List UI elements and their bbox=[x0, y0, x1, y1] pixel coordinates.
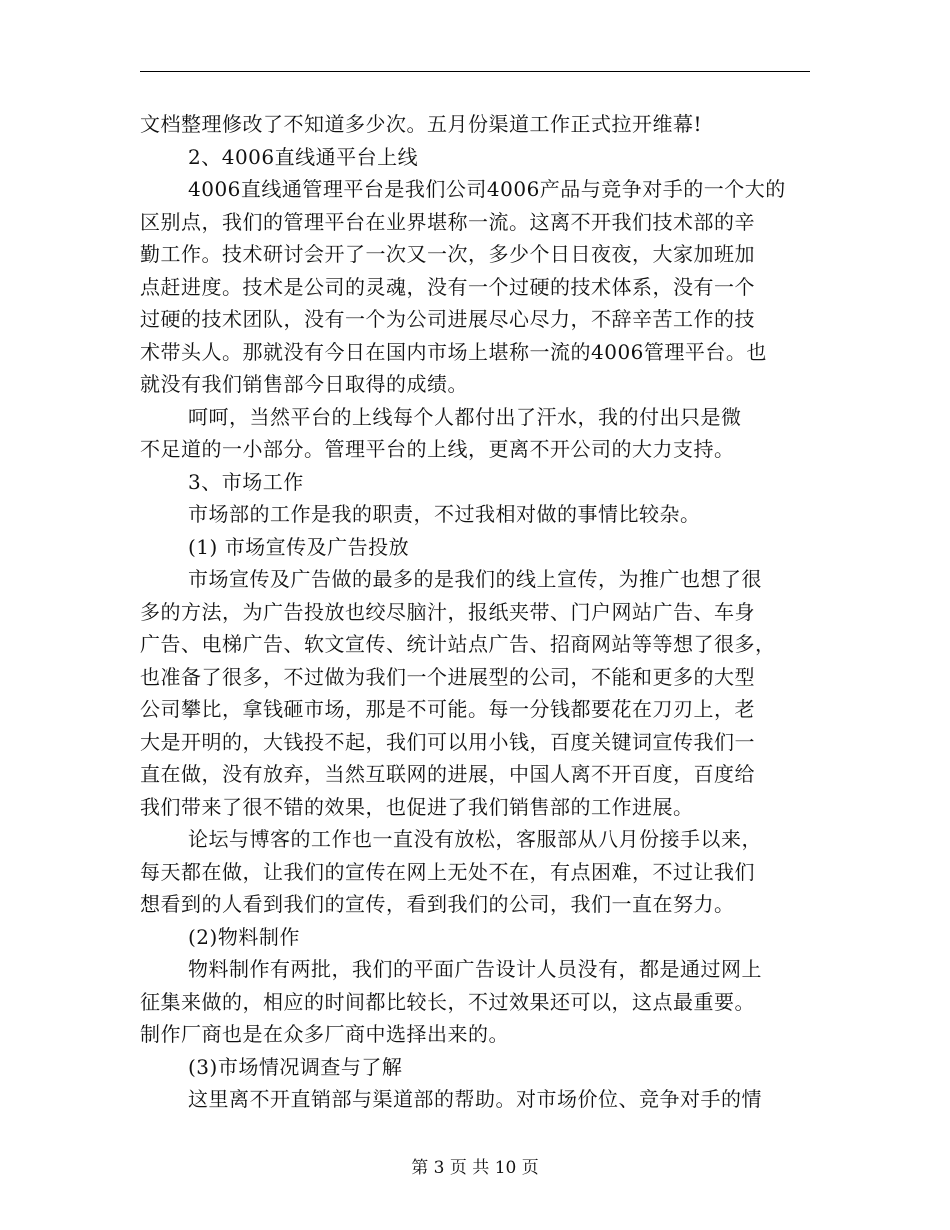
text-line: 点赶进度。技术是公司的灵魂，没有一个过硬的技术体系，没有一个 bbox=[140, 275, 755, 299]
text-line: 大是开明的，大钱投不起，我们可以用小钱，百度关键词宣传我们一 bbox=[140, 730, 755, 754]
text-line: 物料制作有两批，我们的平面广告设计人员没有，都是通过网上 bbox=[188, 957, 762, 981]
text-line: 呵呵，当然平台的上线每个人都付出了汗水，我的付出只是微 bbox=[188, 405, 742, 429]
text-line: 文档整理修改了不知道多少次。五月份渠道工作正式拉开维幕! bbox=[140, 112, 703, 136]
text-line: 就没有我们销售部今日取得的成绩。 bbox=[140, 372, 468, 396]
text-line: 市场部的工作是我的职责，不过我相对做的事情比较杂。 bbox=[188, 502, 701, 526]
text-line: 术带头人。那就没有今日在国内市场上堪称一流的4006管理平台。也 bbox=[140, 340, 767, 364]
text-line: 不足道的一小部分。管理平台的上线，更离不开公司的大力支持。 bbox=[140, 437, 735, 461]
subsection-heading: (2)物料制作 bbox=[188, 925, 300, 949]
subsection-heading: (3)市场情况调查与了解 bbox=[188, 1055, 403, 1079]
text-line: 我们带来了很不错的效果，也促进了我们销售部的工作进展。 bbox=[140, 795, 694, 819]
text-line: 这里离不开直销部与渠道部的帮助。对市场价位、竞争对手的情 bbox=[188, 1087, 762, 1111]
text-line: 每天都在做，让我们的宣传在网上无处不在，有点困难，不过让我们 bbox=[140, 860, 755, 884]
text-line: 过硬的技术团队，没有一个为公司进展尽心尽力，不辞辛苦工作的技 bbox=[140, 307, 755, 331]
text-line: 勤工作。技术研讨会开了一次又一次，多少个日日夜夜，大家加班加 bbox=[140, 242, 755, 266]
page-footer: 第 3 页 共 10 页 bbox=[411, 1158, 539, 1178]
text-line: 征集来做的，相应的时间都比较长，不过效果还可以，这点最重要。 bbox=[140, 990, 755, 1014]
text-line: 市场宣传及广告做的最多的是我们的线上宣传，为推广也想了很 bbox=[188, 567, 762, 591]
text-line: 直在做，没有放弃，当然互联网的进展，中国人离不开百度，百度给 bbox=[140, 762, 755, 786]
section-heading: 2、4006直线通平台上线 bbox=[188, 145, 419, 169]
text-line: 制作厂商也是在众多厂商中选择出来的。 bbox=[140, 1022, 509, 1046]
text-line: 论坛与博客的工作也一直没有放松，客服部从八月份接手以来， bbox=[188, 827, 762, 851]
subsection-heading: (1) 市场宣传及广告投放 bbox=[188, 535, 410, 559]
text-line: 也准备了很多，不过做为我们一个进展型的公司，不能和更多的大型 bbox=[140, 665, 755, 689]
section-heading: 3、市场工作 bbox=[188, 470, 304, 494]
header-rule bbox=[140, 71, 810, 72]
text-line: 想看到的人看到我们的宣传，看到我们的公司，我们一直在努力。 bbox=[140, 892, 735, 916]
text-line: 区别点，我们的管理平台在业界堪称一流。这离不开我们技术部的辛 bbox=[140, 210, 755, 234]
text-line: 公司攀比，拿钱砸市场，那是不可能。每一分钱都要花在刀刃上，老 bbox=[140, 697, 755, 721]
text-line: 多的方法，为广告投放也绞尽脑汁，报纸夹带、门户网站广告、车身 bbox=[140, 600, 755, 624]
text-line: 广告、电梯广告、软文宣传、统计站点广告、招商网站等等想了很多， bbox=[140, 632, 776, 656]
text-line: 4006直线通管理平台是我们公司4006产品与竞争对手的一个大的 bbox=[188, 177, 786, 201]
